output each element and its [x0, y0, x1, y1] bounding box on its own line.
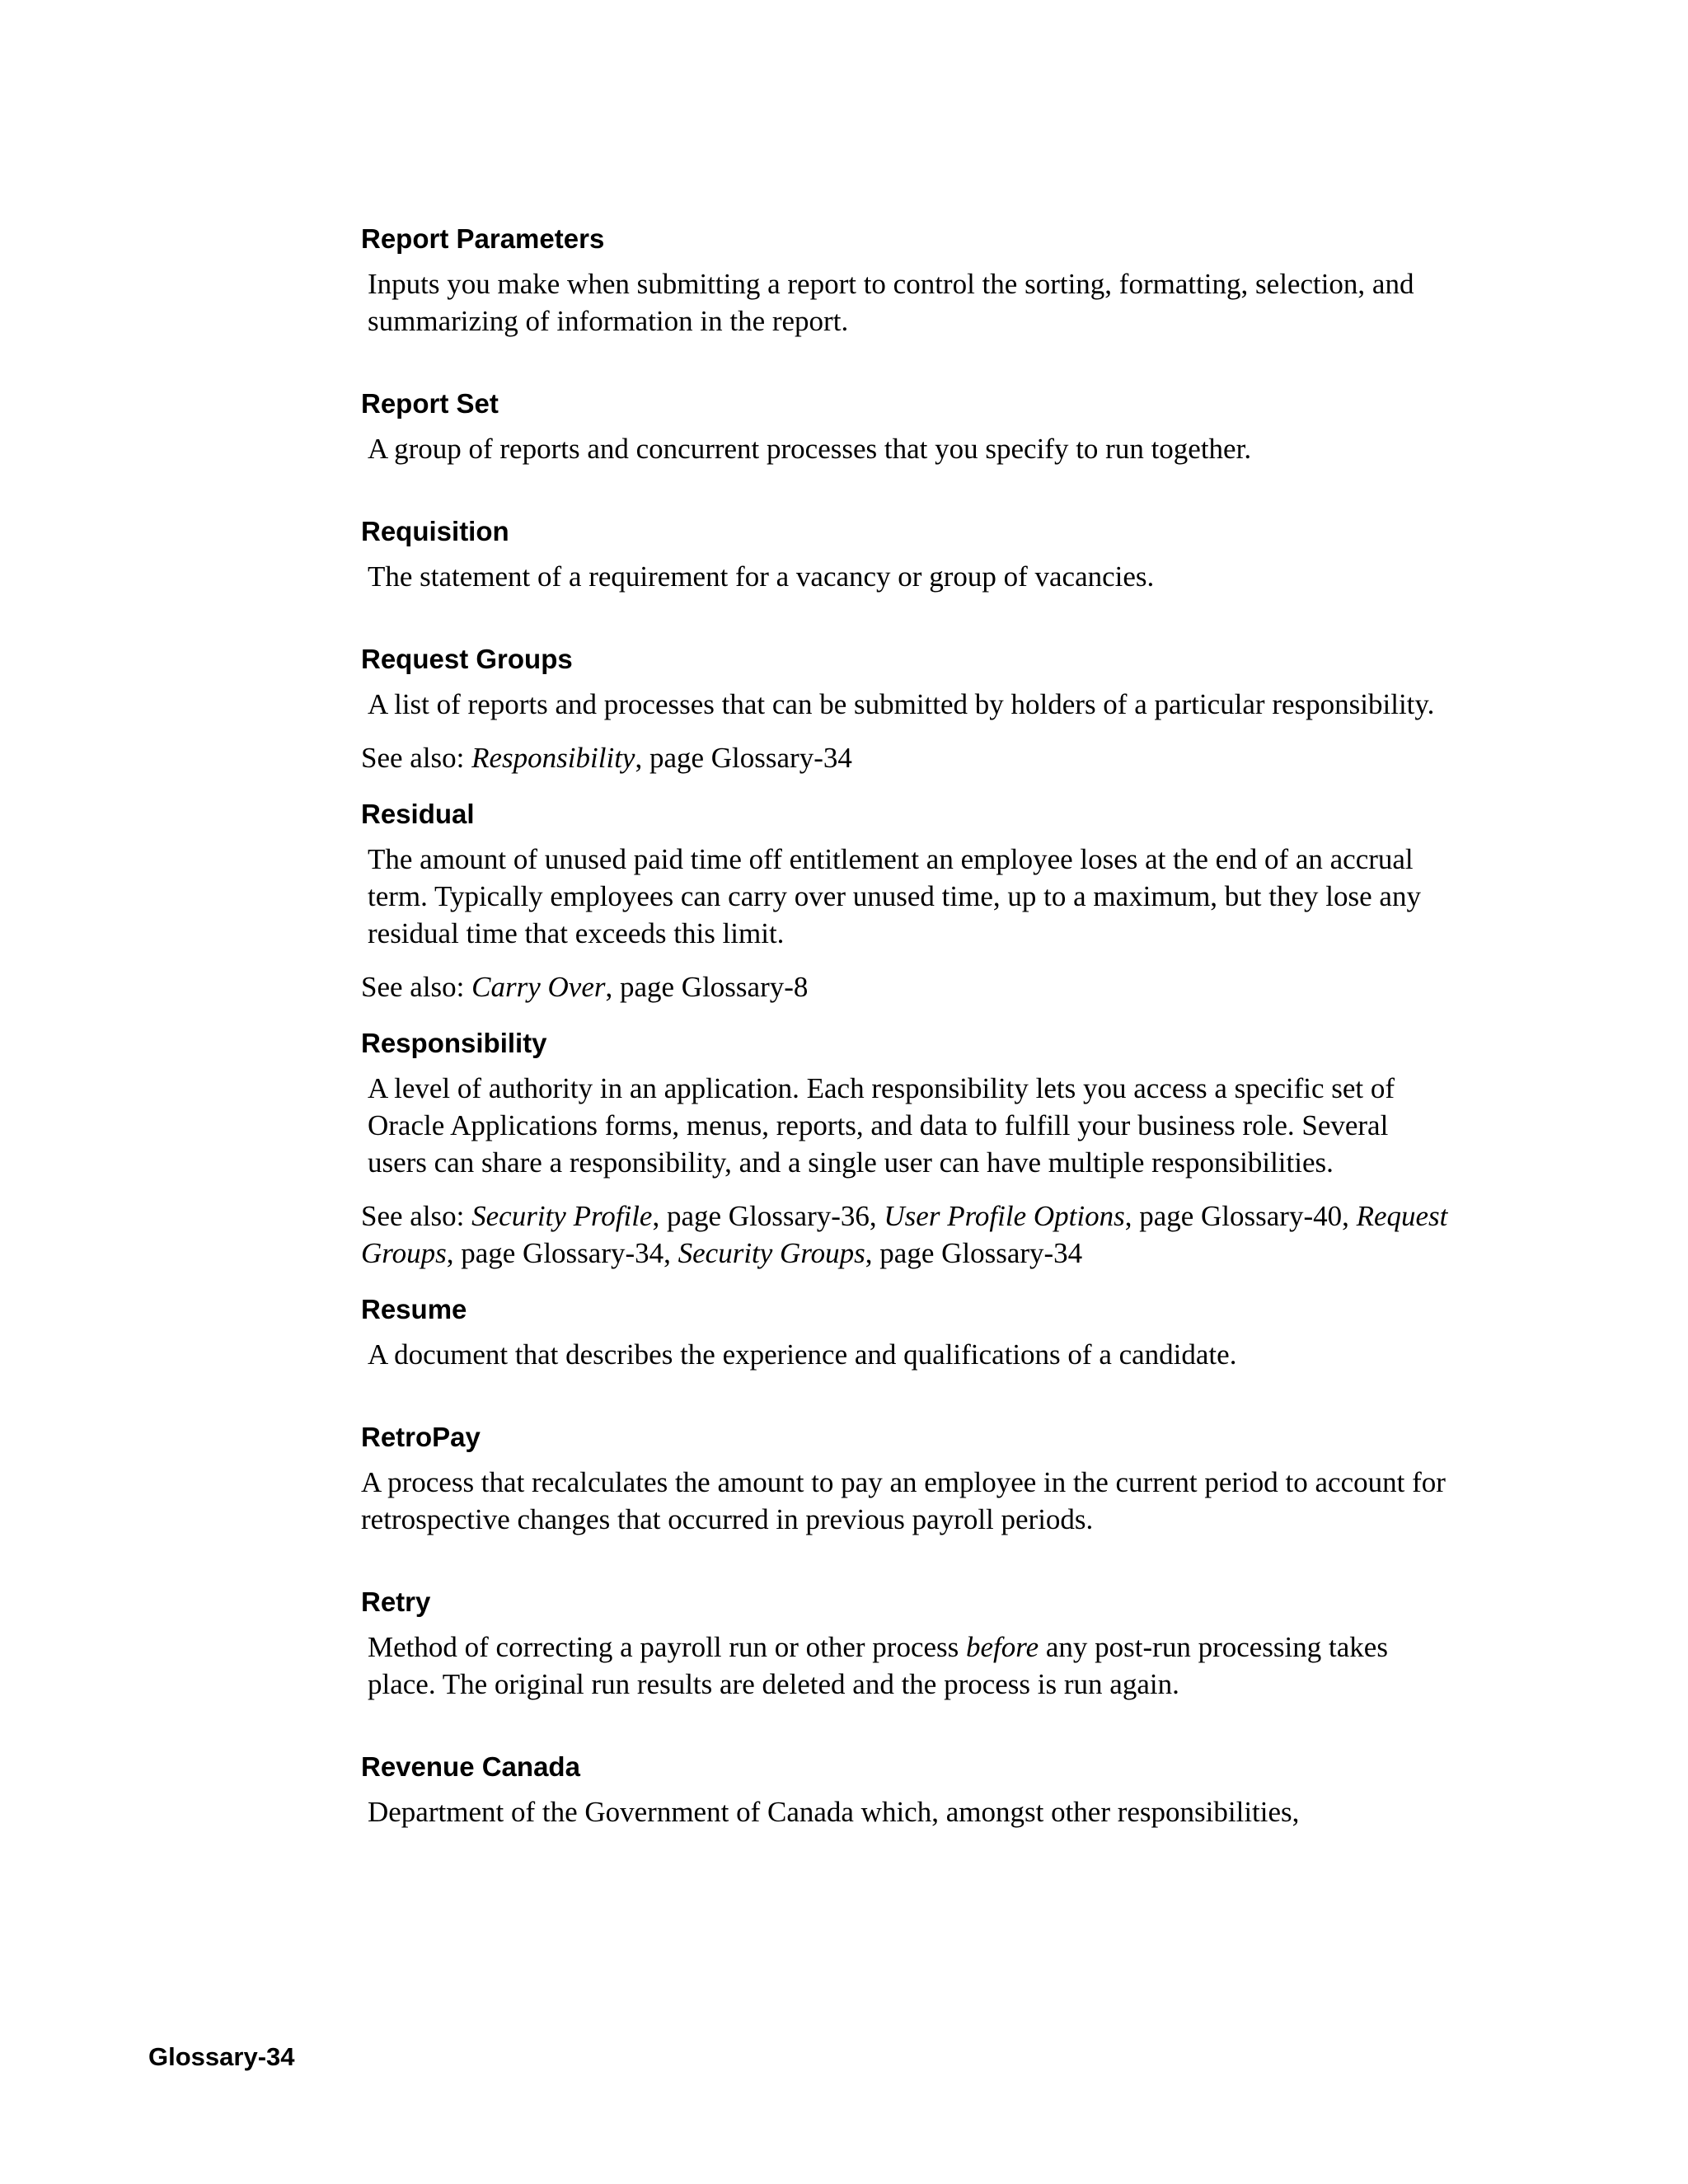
- see-also-line: [361, 968, 1449, 1005]
- see-also-label: See also:: [361, 742, 465, 774]
- cross-reference-link[interactable]: Carry Over: [471, 971, 606, 1003]
- term-definition: The amount of unused paid time off entitlement an employee loses at the end of an accrual term. Typically employees can carry over unused time, up to a maximum, but they lose any residual time that exceeds this limit.: [368, 843, 1421, 949]
- cross-reference-link[interactable]: Responsibility: [471, 742, 635, 774]
- glossary-entry-requisition: [361, 515, 1449, 595]
- term-heading: Retry: [361, 1586, 431, 1617]
- definition-text: any post-run processing takes place. The original run results are deleted and the process is run again.: [368, 1631, 1388, 1700]
- cross-reference-link[interactable]: Security Profile: [471, 1200, 653, 1232]
- term-definition: Department of the Government of Canada which, amongst other responsibilities,: [368, 1796, 1300, 1828]
- glossary-entry-residual: [361, 798, 1449, 1005]
- see-also-label: See also:: [361, 1200, 465, 1232]
- term-definition: [361, 1629, 1449, 1703]
- term-definition: A group of reports and concurrent processes that you specify to run together.: [368, 433, 1252, 465]
- glossary-entry-revenue-canada: [361, 1750, 1449, 1830]
- term-heading: Resume: [361, 1294, 467, 1324]
- cross-reference-link[interactable]: Security Groups: [678, 1237, 865, 1269]
- glossary-entry-report-set: [361, 387, 1449, 467]
- term-heading: Revenue Canada: [361, 1751, 580, 1782]
- cross-reference-page: , page Glossary-8: [605, 971, 809, 1003]
- term-heading: Residual: [361, 799, 475, 829]
- see-also-line: [361, 1197, 1449, 1272]
- glossary-entry-retropay: [361, 1421, 1449, 1538]
- page-number-footer: Glossary-34: [148, 2042, 295, 2071]
- definition-text: Method of correcting a payroll run or other process: [368, 1631, 967, 1663]
- glossary-entry-request-groups: [361, 643, 1449, 776]
- term-heading: RetroPay: [361, 1422, 481, 1452]
- cross-reference-page: , page Glossary-40,: [1124, 1200, 1357, 1232]
- term-heading: Responsibility: [361, 1028, 547, 1058]
- term-heading: Report Parameters: [361, 223, 605, 254]
- emphasized-word: before: [966, 1631, 1039, 1663]
- term-heading: Report Set: [361, 388, 499, 419]
- term-definition: A list of reports and processes that can be submitted by holders of a particular responsibility.: [368, 688, 1435, 720]
- glossary-content: [361, 223, 1449, 1830]
- glossary-entry-retry: [361, 1586, 1449, 1703]
- glossary-entry-responsibility: [361, 1027, 1449, 1272]
- term-definition: A level of authority in an application. Each responsibility lets you access a specific set of Oracle Applications forms, menus, reports, and data to fulfill your business role. Several users can share a responsibility, and a single user can have multiple responsibilities.: [368, 1072, 1395, 1179]
- see-also-label: See also:: [361, 971, 465, 1003]
- cross-reference-link[interactable]: User Profile Options: [884, 1200, 1125, 1232]
- term-definition: Inputs you make when submitting a report to control the sorting, formatting, selection, and summarizing of information in the report.: [368, 268, 1414, 337]
- glossary-entry-resume: [361, 1293, 1449, 1373]
- term-definition: A process that recalculates the amount to pay an employee in the current period to account for retrospective changes that occurred in previous payroll periods.: [361, 1466, 1446, 1535]
- see-also-line: [361, 739, 1449, 776]
- term-definition: A document that describes the experience and qualifications of a candidate.: [368, 1338, 1237, 1371]
- cross-reference-page: , page Glossary-34,: [446, 1237, 678, 1269]
- term-heading: Requisition: [361, 516, 509, 546]
- term-heading: Request Groups: [361, 644, 573, 674]
- glossary-entry-report-parameters: [361, 223, 1449, 340]
- cross-reference-link[interactable]: Request Groups: [361, 1200, 1448, 1269]
- term-definition: The statement of a requirement for a vacancy or group of vacancies.: [368, 560, 1155, 593]
- cross-reference-page: , page Glossary-36,: [652, 1200, 884, 1232]
- cross-reference-page: , page Glossary-34: [635, 742, 852, 774]
- cross-reference-page: , page Glossary-34: [865, 1237, 1083, 1269]
